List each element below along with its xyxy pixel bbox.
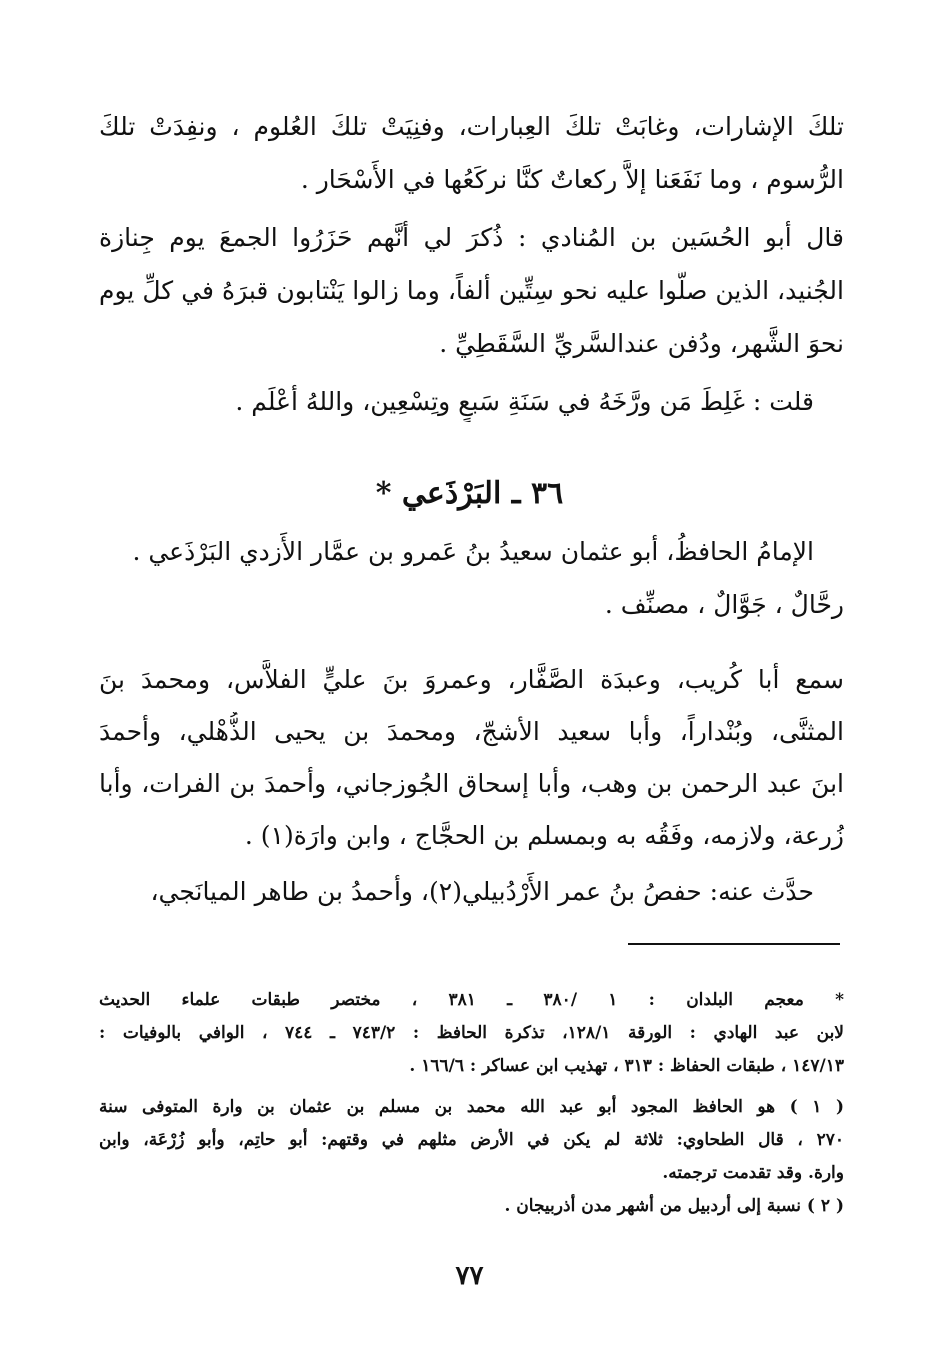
text-line: رحَّالٌ ، جَوَّالٌ ، مصنِّف . xyxy=(604,590,844,619)
text-line: حدَّث عنه: حفصُ بنُ عمر الأَرْدُبيلي(٢)، وأحمدُ بن طاهر الميانَجي، xyxy=(150,877,814,906)
text-line: قلت : غَلِطَ مَن ورَّخَهُ في سَنَةِ سَبعٍ وتِسْعِين، واللهُ أعْلَم . xyxy=(235,387,814,416)
footnote-line: ( ٢ ) نسبة إلى أردبيل من أشهر مدن أذربيجان . xyxy=(504,1196,844,1216)
source-note-line: ١٤٧/١٣ ، طبقات الحفاظ : ٣١٣ ، تهذيب ابن عساكر : ١٦٦/٦ . xyxy=(409,1056,844,1076)
text-line: ابنَ عبد الرحمن بن وهب، وأبا إسحاق الجُوزجاني، وأحمدَ بن الفرات، وأبا xyxy=(99,769,844,798)
text-line: تلكَ الإشارات، وغابَتْ تلكَ العِبارات، وفنِيَتْ تلكَ العُلوم ، ونفِدَتْ تلكَ xyxy=(99,112,844,141)
text-line: الجُنيد، الذين صلَّوا عليه نحو سِتِّين ألفاً، وما زالوا يَنْتابون قبرَهُ في كلِّ يوم xyxy=(99,276,844,305)
source-note-line: * معجم البلدان : ١ /٣٨٠ ـ ٣٨١ ، مختصر طبقات علماء الحديث xyxy=(99,990,844,1010)
page-number: ٧٧ xyxy=(455,1261,484,1291)
footnote-line: ( ١ ) هو الحافظ المجود أبو عبد الله محمد بن مسلم بن عثمان بن وارة المتوفى سنة xyxy=(99,1097,844,1117)
text-line: الرُّسوم ، وما نَفَعَنا إلاَّ ركعاتٌ كنَّا نركَعُها في الأَسْحَار . xyxy=(300,165,844,194)
text-line: قال أبو الحُسَين بن المُنادي : ذُكرَ لي أنَّهم حَزَرُوا الجمعَ يوم جِنازة xyxy=(99,223,844,252)
text-line: الإمامُ الحافظُ، أبو عثمان سعيدُ بنُ عَمرو بن عمَّار الأَزدي البَرْذَعي . xyxy=(132,537,814,566)
section-heading: ٣٦ ـ البَرْذَعي * xyxy=(375,476,564,511)
text-line: نحوَ الشَّهر، ودُفن عندالسَّريِّ السَّقَطِيِّ . xyxy=(439,329,844,358)
footnote-line: وارة. وقد تقدمت ترجمته. xyxy=(662,1163,844,1183)
footnote-divider xyxy=(628,943,840,945)
source-note-line: لابن عبد الهادي : الورقة ١٢٨/١، تذكرة الحافظ : ٧٤٣/٢ ـ ٧٤٤ ، الوافي بالوفيات : xyxy=(99,1023,844,1043)
text-line: المثنَّى، وبُنْداراً، وأبا سعيد الأشجّ، ومحمدَ بن يحيى الذُّهْلي، وأحمدَ xyxy=(99,717,844,746)
text-line: زُرعة، ولازمه، وفَقُه به وبمسلم بن الحجَّاج ، وابن وارَة(١) . xyxy=(244,821,844,850)
text-line: سمع أبا كُريب، وعبدَة الصَّفَّار، وعمروَ بنَ عليٍّ الفلاَّس، ومحمدَ بنَ xyxy=(99,665,844,694)
footnote-line: ٢٧٠ ، قال الطحاوي: ثلاثة لم يكن في الأرض مثلهم في وقتهم: أبو حاتِم، وأبو زُرْعَة، وابن xyxy=(99,1130,844,1150)
